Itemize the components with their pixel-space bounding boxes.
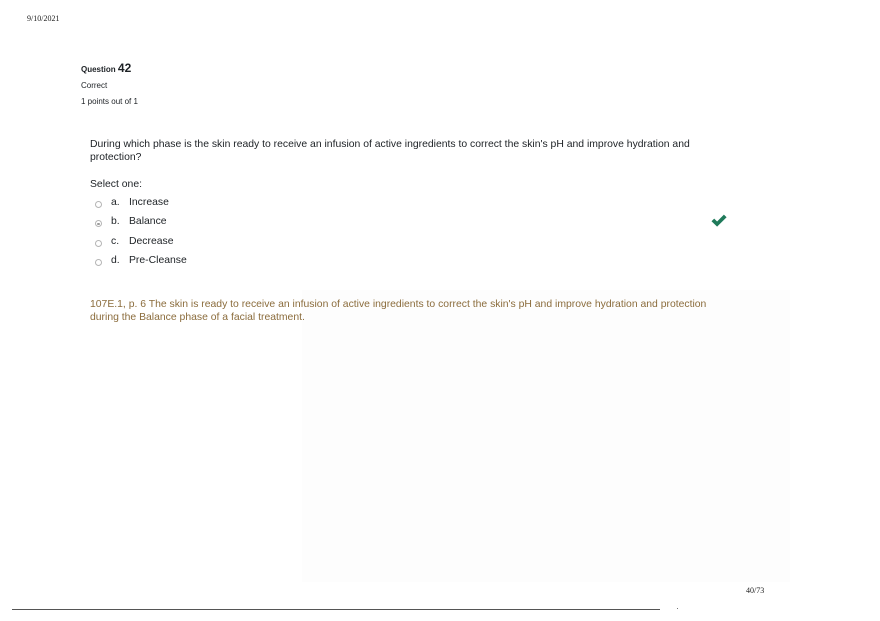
question-number-value: 42 [117,61,132,75]
answer-list [95,193,187,270]
answer-letter: c. [111,235,120,247]
answer-label: Increase [129,197,169,209]
page-number: 40/73 [746,586,765,595]
answer-option-a[interactable] [95,193,187,212]
radio-a[interactable] [95,201,102,208]
question-text: During which phase is the skin ready to receive an infusion of active ingredients to correct the skin's pH and improve hydration and protection? [90,139,690,163]
answer-letter: d. [111,255,120,267]
footer-mark [677,608,678,609]
check-icon [710,213,728,229]
answer-prompt: Select one: [90,179,142,190]
question-state: Correct [81,81,108,90]
answer-label: Decrease [129,235,174,247]
footer-divider [12,609,660,610]
answer-option-d[interactable] [95,251,187,270]
question-number [81,60,138,78]
question-number-label: Question [81,65,116,74]
answer-option-c[interactable] [95,232,187,251]
radio-b[interactable] [95,220,102,227]
question-grade: 1 points out of 1 [81,97,138,106]
answer-option-b[interactable] [95,212,187,231]
print-date: 9/10/2021 [27,14,60,23]
radio-c[interactable] [95,240,102,247]
answer-letter: b. [111,216,120,228]
feedback-text: 107E.1, p. 6 The skin is ready to receive an infusion of active ingredients to correct the skin's pH and improve hydration and protection during the Balance phase of a facial treatment. [90,299,707,323]
answer-letter: a. [111,197,120,209]
question-info [81,60,138,108]
radio-d[interactable] [95,259,102,266]
answer-label: Balance [129,216,167,228]
background-panel [302,290,790,582]
answer-label: Pre-Cleanse [129,255,187,267]
